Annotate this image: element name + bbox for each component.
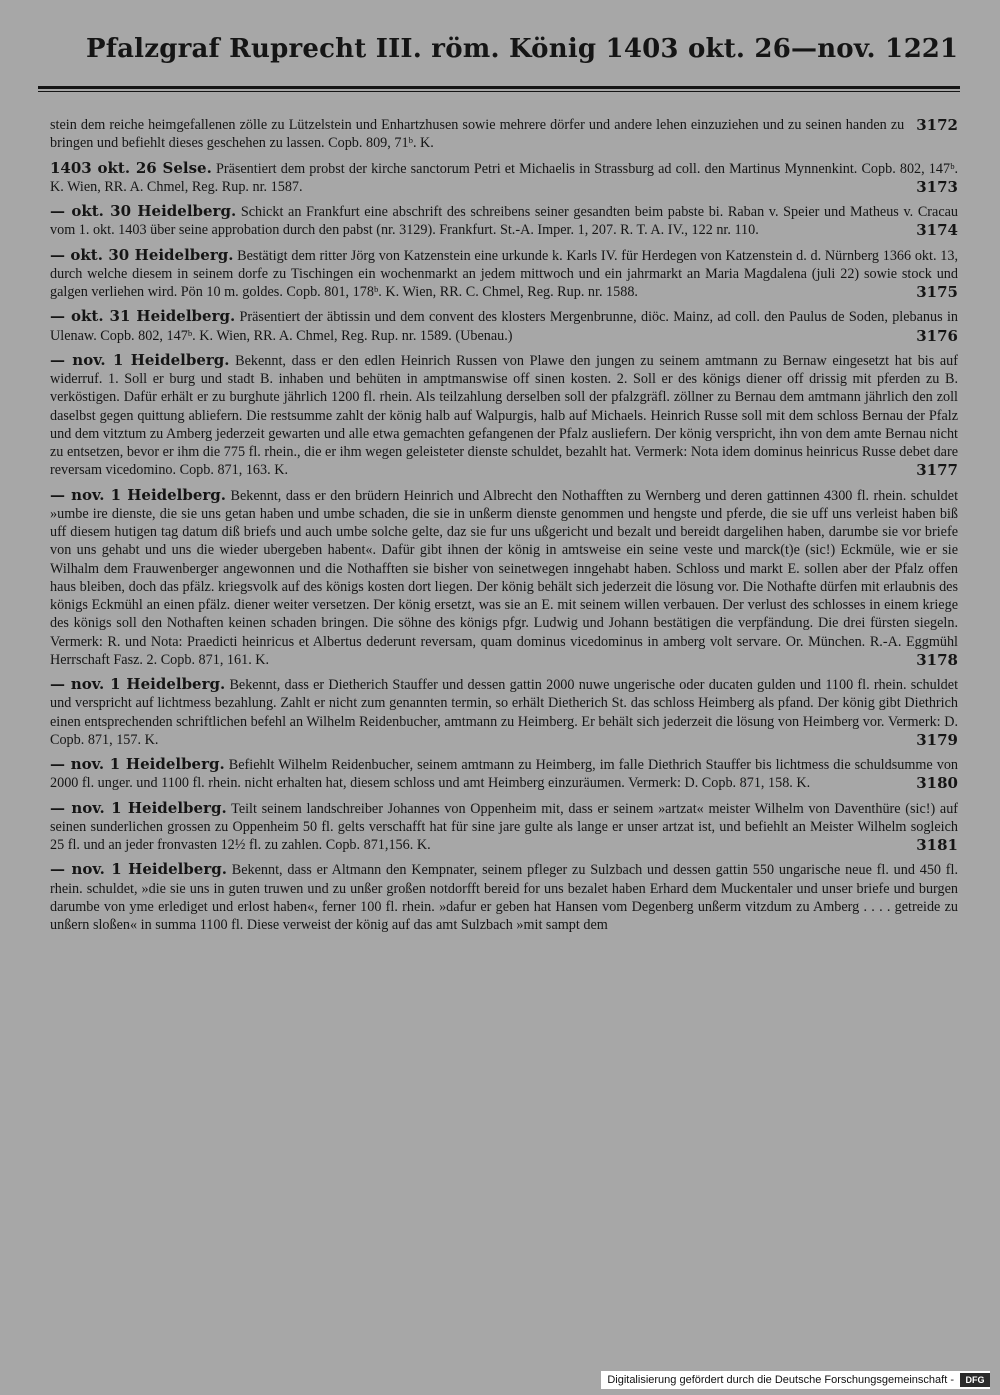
dfg-logo bbox=[960, 1373, 990, 1387]
entry-text: Bekennt, dass er Altmann den Kempnater, seinem pfleger zu Sulzbach und dessen gattin 550 ungarische neue fl. und 450 fl. rhein. schuldet, »die sie uns in guten truwen und zu unßer großen notdorfft bereid for uns bezalet haben Erhard dem Muckentaler und unser briefe und burgen darumbe von yme erlediget und erlost haben«, ferner 100 fl. rhein. »dafur er geben hat Hansen vom Degenberg unßerm vitzdum zu Amberg . . . . getreide zu unßern sloßen« in summa 1100 fl. Diese verweist der könig auf das amt Sulzbach »mit sampt dem bbox=[50, 862, 959, 933]
regest-entry bbox=[50, 755, 958, 793]
entry-date: 1403 okt. 26 Selse. bbox=[50, 158, 212, 177]
entry-text: Bekennt, dass er Dietherich Stauffer und dessen gattin 2000 nuwe ungerische oder ducaten gulden und 1100 fl. rhein. schuldet und verspricht auf lichtmess bezahlung. Zahlt er nicht zum genannten termin, so erhält Dietherich St. das schloss Heimberg als pfand. Der könig gibt Diethrich einen entsprechenden schriftlichen befehl an Wilhelm Reidenbucher, amtmann zu Heimberg. Er behält sich jederzeit die lösung von Heimberg vor. Vermerk: D. Copb. 871, 157. K. bbox=[50, 677, 959, 748]
regest-entry bbox=[50, 116, 958, 153]
credit-text: Digitalisierung gefördert durch die Deutsche Forschungsgemeinschaft - bbox=[607, 1374, 954, 1386]
entry-text: Bestätigt dem ritter Jörg von Katzenstein eine urkunde k. Karls IV. für Herdegen von Katzenstein d. d. Nürnberg 1366 okt. 13, durch welche diesem in seinem dorfe zu Tischingen ein wochenmarkt an jedem mittwoch und ein jahrmarkt an Maria Magdalena (juli 22) sowie stock und galgen verliehen wird. Pön 10 m. goldes. Copb. 801, 178ᵇ. K. Wien, RR. C. Chmel, Reg. Rup. nr. 1588. bbox=[50, 247, 958, 300]
entry-text: stein dem reiche heimgefallenen zölle zu Lützelstein und Enhartzhusen sowie mehrere dörfer und andere lehen einzuziehen und zu seinen handen zu bringen und befiehlt dieses geschehen zu lassen. Copb. 809, 71ᵇ. K. bbox=[50, 117, 905, 152]
entry-date: — nov. 1 Heidelberg. bbox=[50, 350, 230, 369]
entry-number: 3178 bbox=[916, 650, 958, 669]
dfg-logo-text: DFG bbox=[965, 1375, 985, 1385]
regest-entry bbox=[50, 799, 958, 855]
header-rule-thin bbox=[38, 91, 960, 92]
entry-number: 3173 bbox=[916, 177, 958, 196]
regest-entry bbox=[50, 351, 958, 480]
entry-text: Teilt seinem landschreiber Johannes von Oppenheim mit, dass er seinem »artzat« meister Wilhelm von Daventhüre (sic!) auf seinen sunderlichen grossen zu Oppenheim 50 fl. gelts verschafft hat für sine jare gulte als lange er unser artzat ist, und befiehlt an Meister Wilhelm sogleich 25 fl. und an jeder fronvasten 12½ fl. zu zahlen. Copb. 871,156. K. bbox=[50, 800, 959, 853]
entry-number: 3172 bbox=[916, 116, 958, 134]
entry-number: 3176 bbox=[916, 326, 958, 345]
regest-entries bbox=[50, 116, 958, 934]
entry-date: — nov. 1 Heidelberg. bbox=[50, 798, 227, 817]
entry-number: 3179 bbox=[916, 730, 958, 749]
entry-text: Schickt an Frankfurt eine abschrift des schreibens seiner gesandten beim pabste bi. Raban v. Speier und Matheus v. Cracau vom 1. okt. 1403 über seine approbation durch den pabst (nr. 3129). Frankfurt. St.-A. Imper. 1, 207. R. T. A. IV., 122 nr. 110. bbox=[50, 204, 959, 239]
entry-number: 3174 bbox=[916, 221, 958, 240]
regest-entry bbox=[50, 159, 958, 197]
entry-number: 3180 bbox=[916, 774, 958, 793]
regest-entry bbox=[50, 675, 958, 749]
entry-number: 3175 bbox=[916, 283, 958, 301]
regest-entry bbox=[50, 860, 958, 934]
regest-entry bbox=[50, 246, 958, 302]
entry-text: Präsentiert dem probst der kirche sanctorum Petri et Michaelis in Strassburg ad coll. den Martinus Mynnenkint. Copb. 802, 147ᵇ. K. Wien, RR. A. Chmel, Reg. Rup. nr. 1587. bbox=[50, 160, 959, 195]
entry-date: — nov. 1 Heidelberg. bbox=[50, 755, 225, 773]
digitization-credit bbox=[601, 1371, 990, 1389]
entry-date: — nov. 1 Heidelberg. bbox=[50, 860, 227, 879]
entry-date: — nov. 1 Heidelberg. bbox=[50, 485, 227, 504]
entry-date: — okt. 31 Heidelberg. bbox=[50, 307, 236, 326]
running-title: Pfalzgraf Ruprecht III. röm. König 1403 okt. 26—nov. 1. bbox=[86, 34, 913, 64]
entry-text: Präsentiert der äbtissin und dem convent des klosters Mergenbrunne, diöc. Mainz, ad coll. den Paulus de Soden, plebanus in Ulenaw. Copb. 802, 147ᵇ. K. Wien, RR. A. Chmel, Reg. Rup. nr. 1589. (Ubenau.) bbox=[50, 309, 958, 344]
entry-date: — nov. 1 Heidelberg. bbox=[50, 675, 226, 693]
regest-entry bbox=[50, 486, 958, 670]
regest-entry bbox=[50, 202, 958, 240]
entry-number: 3177 bbox=[916, 461, 958, 480]
entry-text: Bekennt, dass er den edlen Heinrich Russen von Plawe den jungen zu seinem amtmann zu Bernaw eingesetzt hat bis auf widerruf. 1. Soll er burg und stadt B. inhaben und behüten in amptmanswise off sinen kosten. 2. Soll er des königs diener off drissig mit pferden zu B. verköstigen. Dafür erhält er zu burghute jährlich 1200 fl. rhein. Als teilzahlung derselben soll der pfalzgräfl. zöllner zu Bernau dem amtmann jährlich den zoll daselbst gegen quittung abliefern. Die restsumme zahlt der könig halb auf Walpurgis, halb auf Michaels. Heinrich Russe soll mit dem schloss Bernau der Pfalz und dem vitztum zu Amberg jederzeit gewarten und alle etwa gemachten gefangenen der Pfalz ausliefern. Der könig verspricht, ihn von dem amte Bernau nicht zu entsetzen, bevor er ihm die 775 fl. rhein., die er ihm wegen geleisteter dienste schuldet, bezahlt hat. Vermerk: Nota idem dominus heinricus Russe debet dare reversam vicedomino. Copb. 871, 163. K. bbox=[50, 352, 958, 479]
header-rule-thick bbox=[38, 86, 960, 89]
page-header bbox=[40, 28, 958, 72]
regest-entry bbox=[50, 307, 958, 345]
entry-number: 3181 bbox=[916, 836, 958, 854]
entry-text: Befiehlt Wilhelm Reidenbucher, seinem amtmann zu Heimberg, im falle Diethrich Stauffer bis lichtmess die schuldsumme von 2000 fl. unger. und 1100 fl. rhein. nicht erhalten hat, diesem schloss und amt Heimberg einzuräumen. Vermerk: D. Copb. 871, 158. K. bbox=[50, 757, 959, 792]
page-number: 221 bbox=[903, 34, 958, 64]
entry-date: — okt. 30 Heidelberg. bbox=[50, 245, 234, 264]
entry-text: Bekennt, dass er den brüdern Heinrich und Albrecht den Nothafften zu Wernberg und deren gattinnen 4300 fl. rhein. schuldet »umbe ire dienste, die sie uns getan haben und umbe schaden, die sie in unßerm dienste genommen und hengste und pferde, die sie uff uns verleist haben biß uff diesem hutigen tag datum diß briefs und auch umbe solche gelte, daz sie fur uns ußgericht und bezalt und bereidt dargelihen haben, darumbe sie vor briefe von uns gehabt und uns die wieder ubergeben habent«. Dafür gibt ihnen der könig in amtsweise ein seine veste und marck(t)e (sic!) Eckmüle, wie er sie Wilhalm dem Frauwenberger angewonnen und die Nothafften sie bisher von seinetwegen inngehabt haben. Schloss und markt E. sollen aber der Pfalz offen haus bleiben, doch das pfälz. kriegsvolk auf des königs kosten dort liegen. Der könig behält sich jederzeit die lösung vor. Die Nothafte dürfen mit erlaubnis des königs Eckmühl an einen pfälz. diener weiter versetzen. Der könig ersetzt, was sie an E. mit seinem willen verbauen. Der verlust des schlosses in einem kriege des königs soll den Nothaften keinen schaden bringen. Die söhne des königs pfgr. Ludwig und Johann bestätigen die verpfändung. Die drei fürsten siegeln. Vermerk: R. und Nota: Praedicti heinricus et Albertus dederunt reversam, quam dominus vicedominus in amberg volt servare. Or. München. R.-A. Eggmühl Herrschaft Fasz. 2. Copb. 871, 161. K. bbox=[50, 487, 959, 668]
entry-date: — okt. 30 Heidelberg. bbox=[50, 202, 237, 220]
